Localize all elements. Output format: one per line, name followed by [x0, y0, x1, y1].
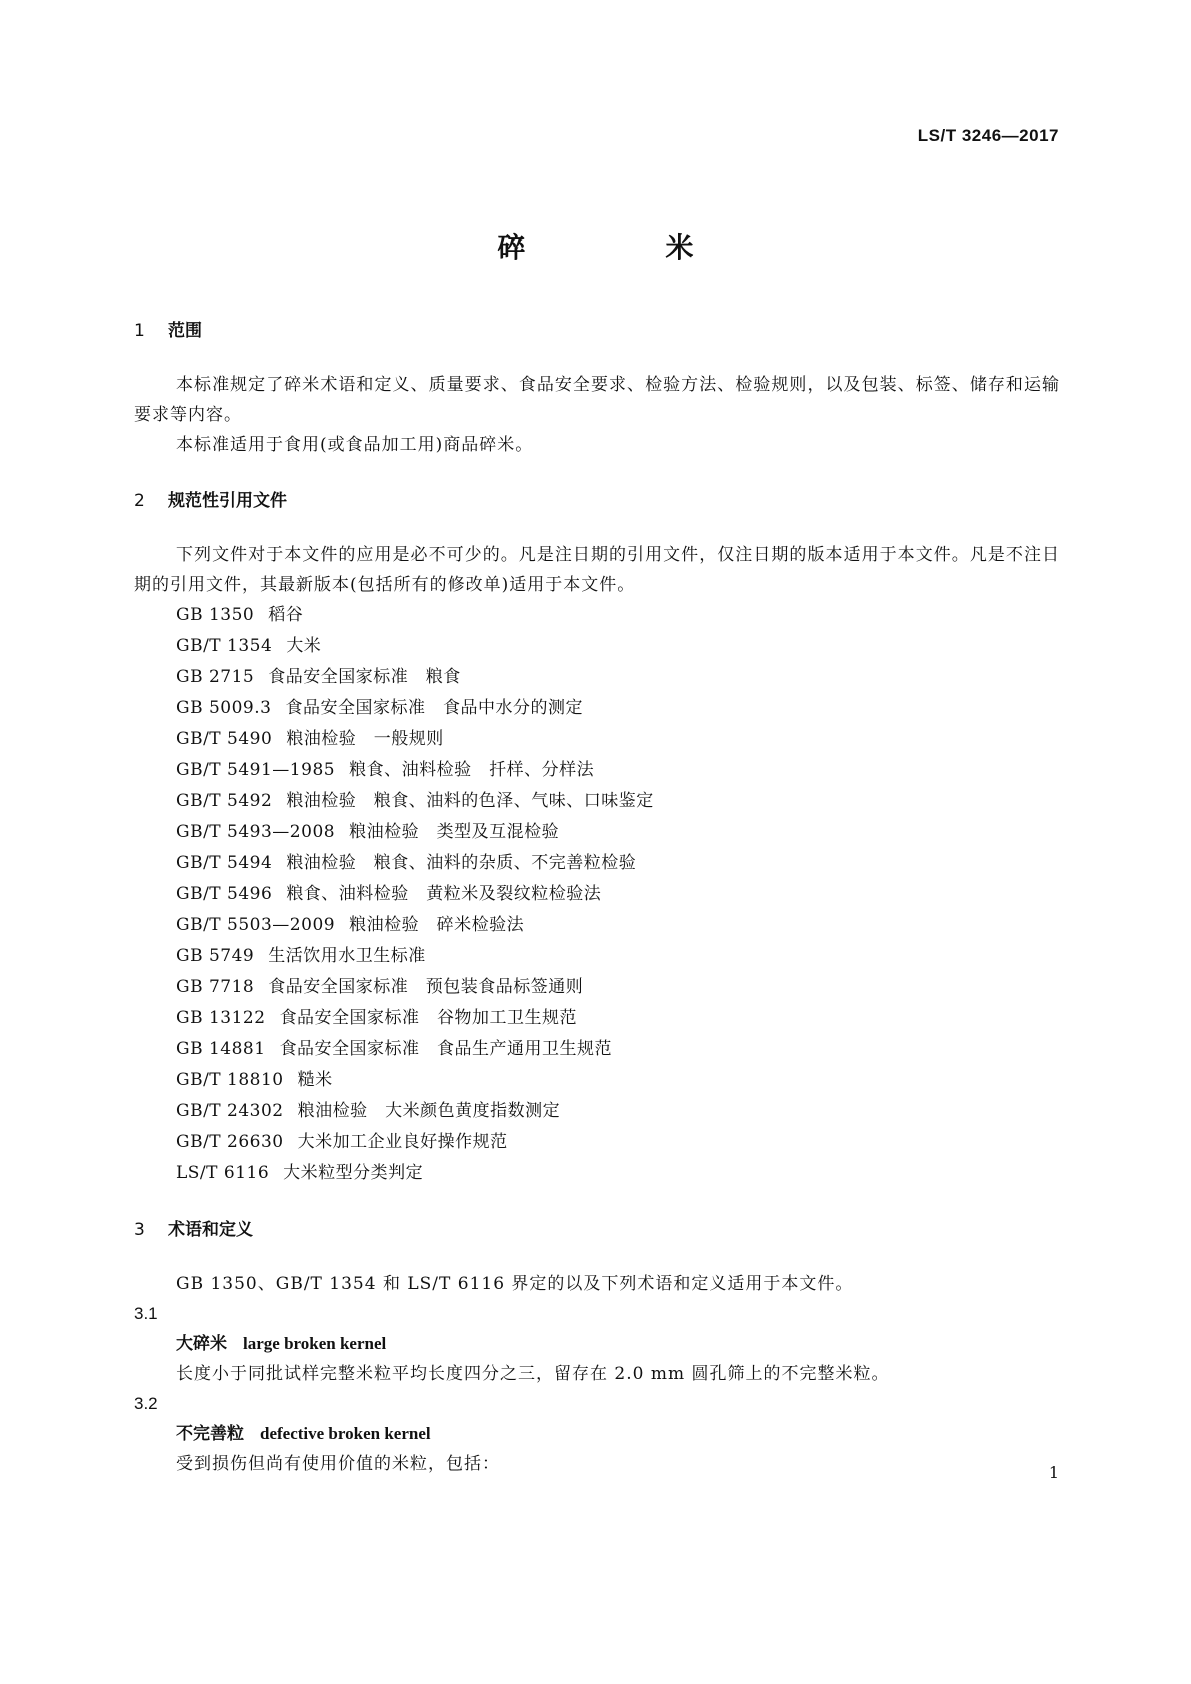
reference-name: 粮油检验 类型及互混检验	[349, 822, 560, 842]
section-number: 2	[134, 491, 145, 511]
standard-code: LS/T 3246—2017	[917, 126, 1059, 145]
section-1-heading	[134, 318, 1060, 344]
section-number: 1	[134, 321, 145, 341]
term-entry	[134, 1419, 1060, 1449]
reference-item	[134, 1065, 1060, 1096]
reference-name: 粮油检验 一般规则	[286, 729, 444, 749]
paragraph: GB 1350、GB/T 1354 和 LS/T 6116 界定的以及下列术语和定义适用于本文件。	[176, 1274, 854, 1294]
section-number: 3	[134, 1220, 145, 1240]
reference-name: 大米粒型分类判定	[283, 1163, 424, 1183]
reference-code: GB/T 5494	[176, 853, 273, 873]
reference-item	[134, 786, 1060, 817]
term-chinese: 大碎米	[176, 1334, 227, 1354]
reference-code: GB/T 5496	[176, 884, 273, 904]
reference-item	[134, 910, 1060, 941]
reference-code: LS/T 6116	[176, 1163, 270, 1183]
document-title: 碎 米	[497, 231, 750, 264]
reference-code: GB/T 18810	[176, 1070, 284, 1090]
reference-name: 食品安全国家标准 食品生产通用卫生规范	[279, 1039, 613, 1059]
term-number: 3.1	[134, 1304, 158, 1323]
reference-item	[134, 1003, 1060, 1034]
reference-item	[134, 631, 1060, 662]
paragraph: 本标准规定了碎米术语和定义、质量要求、食品安全要求、检验方法、检验规则，以及包装、标签、储存和运输要求等内容。	[134, 375, 1060, 425]
reference-item	[134, 879, 1060, 910]
reference-code: GB 14881	[176, 1039, 266, 1059]
term-number: 3.2	[134, 1394, 158, 1413]
reference-name: 大米	[286, 636, 322, 656]
reference-item	[134, 1096, 1060, 1127]
term-chinese: 不完善粒	[176, 1424, 244, 1444]
reference-name: 食品安全国家标准 谷物加工卫生规范	[279, 1008, 578, 1028]
reference-code: GB/T 24302	[176, 1101, 284, 1121]
reference-item	[134, 972, 1060, 1003]
reference-code: GB/T 5493—2008	[176, 822, 336, 842]
reference-item	[134, 1034, 1060, 1065]
term-english: large broken kernel	[243, 1334, 387, 1353]
reference-name: 粮食、油料检验 黄粒米及裂纹粒检验法	[286, 884, 602, 904]
reference-code: GB 5749	[176, 946, 255, 966]
reference-item	[134, 817, 1060, 848]
reference-code: GB/T 1354	[176, 636, 273, 656]
reference-name: 食品安全国家标准 粮食	[268, 667, 461, 687]
section-title: 规范性引用文件	[168, 491, 287, 511]
reference-name: 食品安全国家标准 预包装食品标签通则	[268, 977, 584, 997]
reference-name: 粮食、油料检验 扦样、分样法	[349, 760, 595, 780]
reference-item	[134, 693, 1060, 724]
reference-item	[134, 848, 1060, 879]
term-english: defective broken kernel	[260, 1424, 431, 1443]
reference-name: 粮油检验 碎米检验法	[349, 915, 525, 935]
reference-item	[134, 600, 1060, 631]
reference-code: GB/T 26630	[176, 1132, 284, 1152]
reference-name: 稻谷	[268, 605, 304, 625]
reference-code: GB 1350	[176, 605, 255, 625]
reference-item	[134, 724, 1060, 755]
reference-name: 生活饮用水卫生标准	[268, 946, 426, 966]
section-3-heading	[134, 1217, 1060, 1243]
section-title: 术语和定义	[168, 1220, 253, 1240]
page-number: 1	[1048, 1463, 1059, 1482]
reference-code: GB 7718	[176, 977, 255, 997]
paragraph: 下列文件对于本文件的应用是必不可少的。凡是注日期的引用文件，仅注日期的版本适用于本文件。凡是不注日期的引用文件，其最新版本(包括所有的修改单)适用于本文件。	[134, 545, 1060, 595]
section-2-heading	[134, 488, 1060, 514]
reference-item	[134, 1127, 1060, 1158]
reference-name: 大米加工企业良好操作规范	[297, 1132, 508, 1152]
reference-code: GB 13122	[176, 1008, 266, 1028]
reference-code: GB/T 5491—1985	[176, 760, 336, 780]
reference-name: 粮油检验 大米颜色黄度指数测定	[297, 1101, 561, 1121]
term-definition: 受到损伤但尚有使用价值的米粒，包括：	[176, 1454, 500, 1474]
reference-code: GB 5009.3	[176, 698, 272, 718]
reference-name: 粮油检验 粮食、油料的色泽、气味、口味鉴定	[286, 791, 654, 811]
reference-code: GB 2715	[176, 667, 255, 687]
reference-item	[134, 941, 1060, 972]
paragraph: 本标准适用于食用(或食品加工用)商品碎米。	[176, 435, 534, 455]
reference-item	[134, 755, 1060, 786]
reference-code: GB/T 5503—2009	[176, 915, 336, 935]
term-entry	[134, 1329, 1060, 1359]
reference-item	[134, 1158, 1060, 1189]
reference-name: 糙米	[297, 1070, 333, 1090]
reference-name: 粮油检验 粮食、油料的杂质、不完善粒检验	[286, 853, 637, 873]
reference-item	[134, 662, 1060, 693]
reference-name: 食品安全国家标准 食品中水分的测定	[285, 698, 583, 718]
section-title: 范围	[168, 321, 202, 341]
reference-code: GB/T 5490	[176, 729, 273, 749]
term-definition: 长度小于同批试样完整米粒平均长度四分之三，留存在 2.0 mm 圆孔筛上的不完整米粒。	[176, 1364, 890, 1384]
document-body	[134, 318, 1060, 1479]
reference-code: GB/T 5492	[176, 791, 273, 811]
